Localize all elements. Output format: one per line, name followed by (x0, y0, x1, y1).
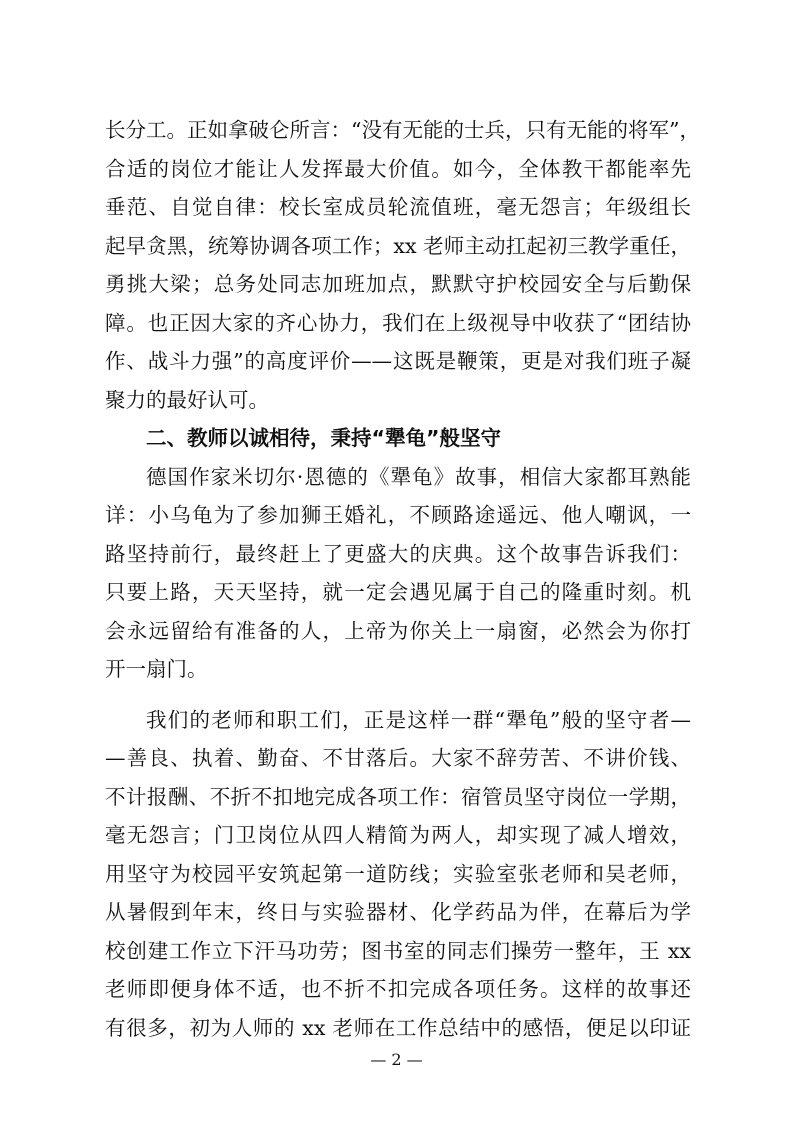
document-body (105, 111, 700, 1047)
text-line: 聚力的最好认可。 (105, 387, 269, 412)
text-line: 有很多，初为人师的 xx 老师在工作总结中的感悟，便足以印证 (105, 1015, 691, 1040)
text-line: 毫无怨言；门卫岗位从四人精简为两人，却实现了减人增效， (105, 823, 691, 847)
text-line: 老师即便身体不适，也不折不扣完成各项任务。这样的故事还 (105, 977, 691, 1001)
text-line: 长分工。正如拿破仑所言：“没有无能的士兵，只有无能的将军”， (105, 118, 700, 142)
text-line: 只要上路，天天坚持，就一定会遇见属于自己的隆重时刻。机 (105, 580, 691, 604)
text-line: 路坚持前行，最终赶上了更盛大的庆典。这个故事告诉我们： (105, 541, 691, 566)
text-line: 校创建工作立下汗马功劳；图书室的同志们操劳一整年，王 xx (105, 938, 691, 963)
paragraph-1 (105, 111, 700, 419)
paragraph-3 (105, 701, 691, 1048)
text-line: 开一扇门。 (105, 657, 208, 681)
text-line: 用坚守为校园平安筑起第一道防线；实验室张老师和吴老师， (105, 861, 691, 886)
page-number: — 2 — (370, 1050, 423, 1069)
text-line: —善良、执着、勤奋、不甘落后。大家不辞劳苦、不讲价钱、 (105, 746, 691, 770)
text-line: 我们的老师和职工们，正是这样一群“犟龟”般的坚守者— (146, 707, 691, 732)
text-line: 垂范、自觉自律：校长室成员轮流值班，毫无怨言；年级组长 (105, 195, 691, 219)
text-line: 从暑假到年末，终日与实验器材、化学药品为伴，在幕后为学 (105, 900, 691, 924)
text-line: 勇挑大梁；总务处同志加班加点，默默守护校园安全与后勤保 (105, 272, 691, 296)
text-line: 德国作家米切尔·恩德的《犟龟》故事，相信大家都耳熟能 (146, 464, 691, 489)
text-line: 会永远留给有准备的人，上帝为你关上一扇窗，必然会为你打 (105, 618, 691, 643)
text-line: 详：小乌龟为了参加狮王婚礼，不顾路途遥远、他人嘲讽，一 (105, 503, 691, 527)
text-line: 不计报酬、不折不扣地完成各项工作：宿管员坚守岗位一学期， (105, 784, 691, 809)
text-line: 合适的岗位才能让人发挥最大价值。如今，全体教干都能率先 (105, 156, 691, 181)
text-line: 起早贪黑，统筹协调各项工作；xx 老师主动扛起初三教学重任， (105, 233, 691, 258)
paragraph-2 (105, 458, 691, 689)
section-heading: 二、教师以诚相待，秉持“犟龟”般坚守 (146, 426, 501, 450)
text-line: 障。也正因大家的齐心协力，我们在上级视导中收获了“团结协 (105, 310, 691, 335)
text-line: 作、战斗力强”的高度评价——这既是鞭策，更是对我们班子凝 (105, 349, 691, 373)
